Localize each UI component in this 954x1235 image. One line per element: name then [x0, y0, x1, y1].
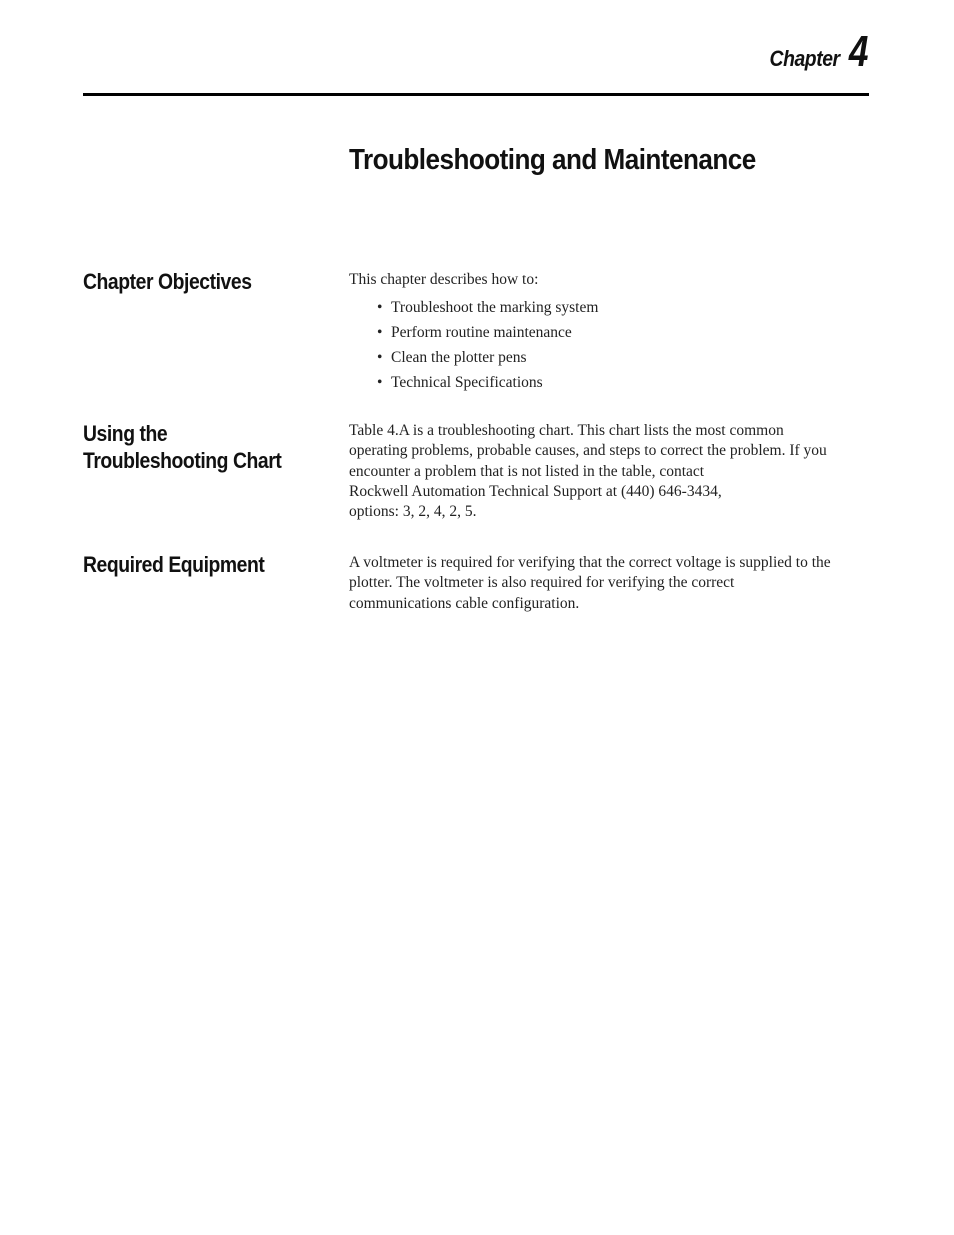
list-item: • Clean the plotter pens [377, 345, 869, 370]
objectives-list [349, 295, 869, 395]
chapter-number: 4 [848, 27, 868, 76]
page-title: Troubleshooting and Maintenance [349, 144, 756, 176]
section-heading-objectives: Chapter Objectives [83, 269, 252, 294]
paragraph-line: Rockwell Automation Technical Support at (440) 646-3434, [349, 482, 722, 500]
section-heading-troubleshooting-chart: Using the Troubleshooting Chart [83, 421, 282, 473]
header-rule [83, 93, 869, 96]
troubleshooting-chart-body [349, 421, 869, 522]
paragraph-line: plotter. The voltmeter is also required for verifying the correct [349, 574, 735, 592]
list-item: • Troubleshoot the marking system [377, 295, 869, 320]
list-item: • Perform routine maintenance [377, 320, 869, 345]
list-item: • Technical Specifications [377, 370, 869, 395]
paragraph-line: communications cable configuration. [349, 594, 580, 612]
required-equipment-body [349, 553, 869, 614]
paragraph-line: options: 3, 2, 4, 2, 5. [349, 503, 477, 521]
objectives-body [349, 270, 869, 395]
paragraph-line: encounter a problem that is not listed in the table, contact [349, 462, 705, 480]
section-heading-required-equipment: Required Equipment [83, 552, 265, 577]
paragraph-line: Table 4.A is a troubleshooting chart. This chart lists the most common [349, 422, 784, 439]
chapter-label: Chapter [769, 46, 840, 71]
objectives-intro: This chapter describes how to: [349, 271, 539, 288]
paragraph-line: A voltmeter is required for verifying that the correct voltage is supplied to the [349, 554, 831, 571]
chapter-header [760, 27, 868, 76]
paragraph-line: operating problems, probable causes, and steps to correct the problem. If you [349, 442, 827, 460]
